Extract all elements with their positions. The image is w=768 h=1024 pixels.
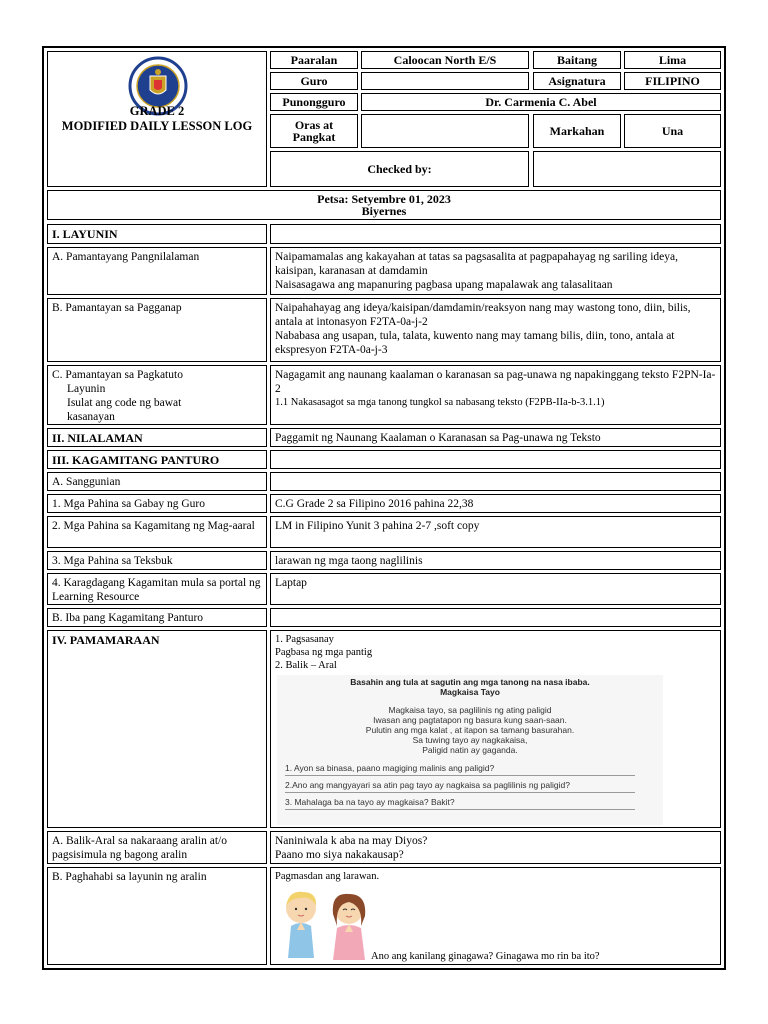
sanggunian-blank [270,472,721,491]
markahan-label: Markahan [533,114,621,148]
pangnilalaman-line1: Naipamamalas ang kakayahan at tatas sa pagsasalita at pagpapahayag ng sariling ideya, kaisipan, karanasan at damdamin [275,251,678,277]
poem-line: Sa tuwing tayo ay nagkakaisa, [412,735,528,745]
iba-pang-kagamitan-blank [270,608,721,627]
day-line: Biyernes [361,204,407,218]
layunin-blank [270,224,721,244]
iba-pang-kagamitan-label: B. Iba pang Kagamitang Panturo [47,608,267,627]
pamamaraan-content [270,630,721,828]
pamantayan-pagganap-label: B. Pamantayan sa Pagganap [47,298,267,362]
balik-aral-row-text [270,831,721,864]
asignatura-value: FILIPINO [624,72,721,90]
answer-line [285,809,635,810]
paghahabi-content [270,867,721,965]
pagkatuto-label-line2: Layunin [67,383,106,395]
poem-line: Paligid natin ay gaganda. [422,745,518,755]
paaralan-label: Paaralan [270,51,358,69]
worksheet-image [277,675,663,825]
worksheet-poem-title: Magkaisa Tayo [440,687,500,697]
section-nilalaman: II. NILALAMAN [47,428,267,447]
karagdagang-kagamitan-text: Laptap [270,573,721,605]
punongguro-value: Dr. Carmenia C. Abel [361,93,721,111]
checked-by-label: Checked by: [270,151,529,187]
pagkatuto-line1: Nagagamit ang naunang kaalaman o karanasan sa pag-unawa ng napakinggang teksto F2PN-Ia-2 [275,369,716,395]
baitang-label: Baitang [533,51,621,69]
pamantayang-pangnilalaman-label: A. Pamantayang Pangnilalaman [47,247,267,295]
gabay-guro-text: C.G Grade 2 sa Filipino 2016 pahina 22,38 [270,494,721,513]
pagganap-line1: Naipahahayag ang ideya/kaisipan/damdamin/reaksyon nang may wastong tono, diin, bilis, antala at intonasyon F2TA-0a-j-2 [275,302,691,328]
answer-line [285,792,635,793]
balik-aral-question2: Paano mo siya nakakausap? [275,849,404,861]
asignatura-label: Asignatura [533,72,621,90]
worksheet-question: 3. Mahalaga ba na tayo ay magkaisa? Bakit? [285,797,455,807]
date-block [47,190,721,220]
baitang-value: Lima [624,51,721,69]
kagamitang-mag-aaral-text: LM in Filipino Yunit 3 pahina 2-7 ,soft copy [270,516,721,548]
oras-value [361,114,529,148]
poem-line: Magkaisa tayo, sa paglilinis ng ating paligid [388,705,552,715]
balik-aral-question1: Naniniwala k aba na may Diyos? [275,835,428,847]
gabay-guro-label: 1. Mga Pahina sa Gabay ng Guro [47,494,267,513]
section-layunin: I. LAYUNIN [47,224,267,244]
oras-label: Oras at Pangkat [270,114,358,148]
title-block [47,51,267,187]
paaralan-value: Caloocan North E/S [361,51,529,69]
pamantayang-pangnilalaman-text [270,247,721,295]
worksheet-question: 2.Ano ang mangyayari sa atin pag tayo ay nagkaisa sa paglilinis ng paligid? [285,780,570,790]
pamantayan-pagganap-text [270,298,721,362]
poem-line: Pulutin ang mga kalat , at itapon sa tamang basurahan. [365,725,575,735]
grade-label: GRADE 2 [129,104,185,118]
nilalaman-text: Paggamit ng Naunang Kaalaman o Karanasan sa Pag-unawa ng Teksto [270,428,721,447]
answer-line [285,775,635,776]
kagamitang-mag-aaral-label: 2. Mga Pahina sa Kagamitang ng Mag-aaral [47,516,267,548]
section-pamamaraan: IV. PAMAMARAAN [47,630,267,828]
pagganap-line2: Nababasa ang usapan, tula, talata, kuwento nang may tamang bilis, diin, tono, antala at ekspresyon F2TA-0a-j-3 [275,330,675,356]
praying-children-image [277,886,373,962]
teksbuk-text: larawan ng mga taong naglilinis [270,551,721,570]
log-title: MODIFIED DAILY LESSON LOG [61,119,253,133]
date-line: Petsa: Setyembre 01, 2023 [317,192,451,206]
punongguro-label: Punongguro [270,93,358,111]
pagsasanay-label: 1. Pagsasanay [275,634,334,645]
sanggunian-label: A. Sanggunian [47,472,267,491]
balik-aral-row-label: A. Balik-Aral sa nakaraang aralin at/o pagsisimula ng bagong aralin [47,831,267,864]
guro-label: Guro [270,72,358,90]
poem-line: Iwasan ang pagtatapon ng basura kung saan-saan. [373,715,567,725]
checked-by-signature [533,151,721,187]
guro-value [361,72,529,90]
balik-aral-label: 2. Balik – Aral [275,660,337,671]
pamantayan-pagkatuto-text [270,365,721,425]
pamantayan-pagkatuto-label [47,365,267,425]
pagmasdan-label: Pagmasdan ang larawan. [275,871,380,882]
teksbuk-label: 3. Mga Pahina sa Teksbuk [47,551,267,570]
worksheet-question: 1. Ayon sa binasa, paano magiging malinis ang paligid? [285,763,495,773]
markahan-value: Una [624,114,721,148]
section-kagamitan: III. KAGAMITANG PANTURO [47,450,267,469]
pagkatuto-line2: 1.1 Nakasasagot sa mga tanong tungkol sa nabasang teksto (F2PB-IIa-b-3.1.1) [275,397,605,408]
paghahabi-question: Ano ang kanilang ginagawa? Ginagawa mo rin ba ito? [371,951,600,962]
pagkatuto-label-line3: Isulat ang code ng bawat kasanayan [67,397,182,423]
pangnilalaman-line2: Naisasagawa ang mapanuring pagbasa upang mapalawak ang talasalitaan [275,279,613,291]
worksheet-instruction: Basahin ang tula at sagutin ang mga tanong na nasa ibaba. [350,677,590,687]
kagamitan-blank [270,450,721,469]
karagdagang-kagamitan-label: 4. Karagdagang Kagamitan mula sa portal ng Learning Resource [47,573,267,605]
pagbasa-pantig-label: Pagbasa ng mga pantig [275,647,373,658]
paghahabi-label: B. Paghahabi sa layunin ng aralin [47,867,267,965]
pagkatuto-label-line1: C. Pamantayan sa Pagkatuto [52,369,183,381]
